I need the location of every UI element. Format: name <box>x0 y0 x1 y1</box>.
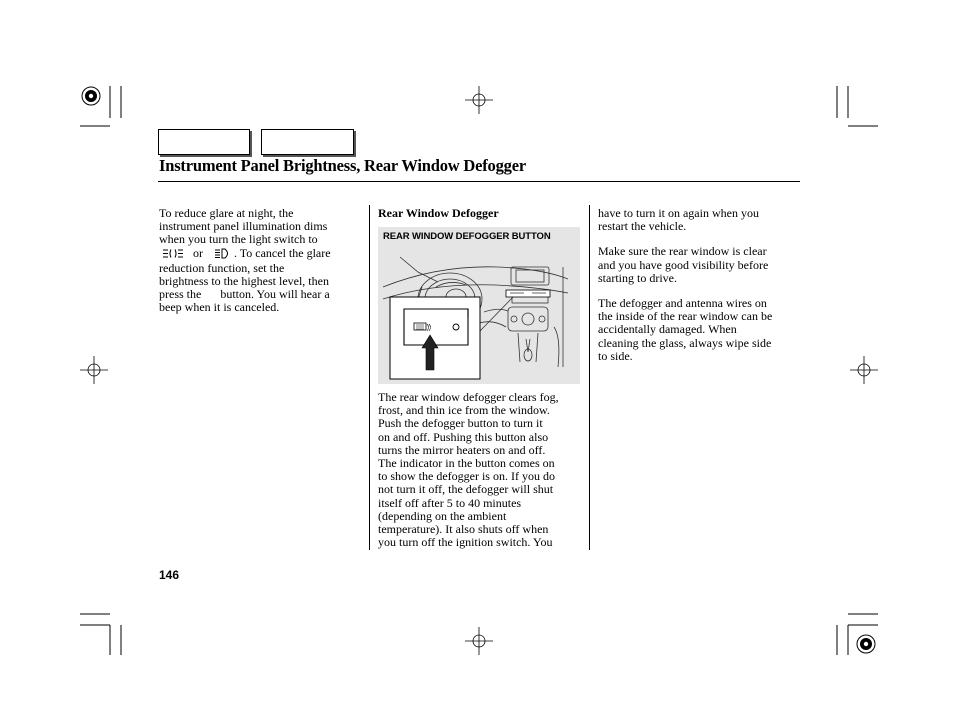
registration-cross-right <box>850 356 878 384</box>
column-divider-2 <box>589 205 590 550</box>
text-line: instrument panel illumination dims <box>159 219 328 234</box>
headlight-icon <box>214 248 231 262</box>
dashboard-illustration <box>378 227 580 384</box>
registration-cross-top <box>465 86 493 114</box>
paragraph <box>598 297 808 363</box>
text-line: turns the mirror heaters on and off. <box>378 442 546 457</box>
paragraph <box>598 245 808 285</box>
text-line: brightness to the highest level, then <box>159 274 329 289</box>
text-line: and you have good visibility before <box>598 257 769 272</box>
text-line: beep when it is canceled. <box>159 300 280 315</box>
paragraph <box>598 207 808 233</box>
column-2-body <box>378 391 588 549</box>
header-tab-2 <box>261 129 354 155</box>
text-line: accidentally damaged. When <box>598 322 737 337</box>
text-line: itself off after 5 to 40 minutes <box>378 495 522 510</box>
text-fragment: button. You will hear a <box>220 287 330 302</box>
text-line: temperature). It also shuts off when <box>378 522 549 537</box>
registration-cross-bottom <box>465 627 493 655</box>
figure-caption: REAR WINDOW DEFOGGER BUTTON <box>383 231 551 242</box>
text-line: to side. <box>598 348 633 363</box>
text-line: The defogger and antenna wires on <box>598 296 767 311</box>
text-line: reduction function, set the <box>159 260 285 275</box>
text-line: have to turn it on again when you <box>598 206 759 220</box>
text-line: you turn off the ignition switch. You <box>378 535 553 550</box>
text-line: on and off. Pushing this button also <box>378 429 549 444</box>
text-line: To reduce glare at night, the <box>159 206 294 220</box>
page-number: 146 <box>159 568 180 582</box>
title-rule <box>158 181 800 182</box>
section-heading: Rear Window Defogger <box>378 206 499 220</box>
text-fragment: . To cancel the glare <box>234 245 331 260</box>
parking-lights-icon <box>162 248 184 262</box>
column-3 <box>598 207 808 375</box>
text-line: Push the defogger button to turn it <box>378 416 543 431</box>
text-line: (depending on the ambient <box>378 508 507 523</box>
registration-cross-left <box>80 356 108 384</box>
or-text: or <box>193 245 203 260</box>
text-line: restart the vehicle. <box>598 219 687 234</box>
text-line: Make sure the rear window is clear <box>598 244 767 259</box>
text-line: not turn it off, the defogger will shut <box>378 482 554 497</box>
column-2 <box>378 207 584 220</box>
text-line: the inside of the rear window can be <box>598 309 773 324</box>
registration-target-bottom-right <box>857 635 875 653</box>
defogger-figure <box>378 227 580 384</box>
column-1 <box>159 207 359 315</box>
page-title: Instrument Panel Brightness, Rear Window Defogger <box>159 156 526 175</box>
text-line: frost, and thin ice from the window. <box>378 403 550 418</box>
header-tab-1 <box>158 129 250 155</box>
text-line: to show the defogger is on. If you do <box>378 469 555 484</box>
text-line: The rear window defogger clears fog, <box>378 390 559 404</box>
text-line-with-icons <box>159 247 359 262</box>
text-line: when you turn the light switch to <box>159 232 318 247</box>
text-fragment: press the <box>159 287 202 302</box>
text-line: starting to drive. <box>598 270 677 285</box>
rear-defogger-icon <box>404 309 468 345</box>
registration-target-top-left <box>82 87 100 105</box>
column-divider-1 <box>369 205 370 550</box>
text-line: cleaning the glass, always wipe side <box>598 335 772 350</box>
text-line: The indicator in the button comes on <box>378 456 555 471</box>
